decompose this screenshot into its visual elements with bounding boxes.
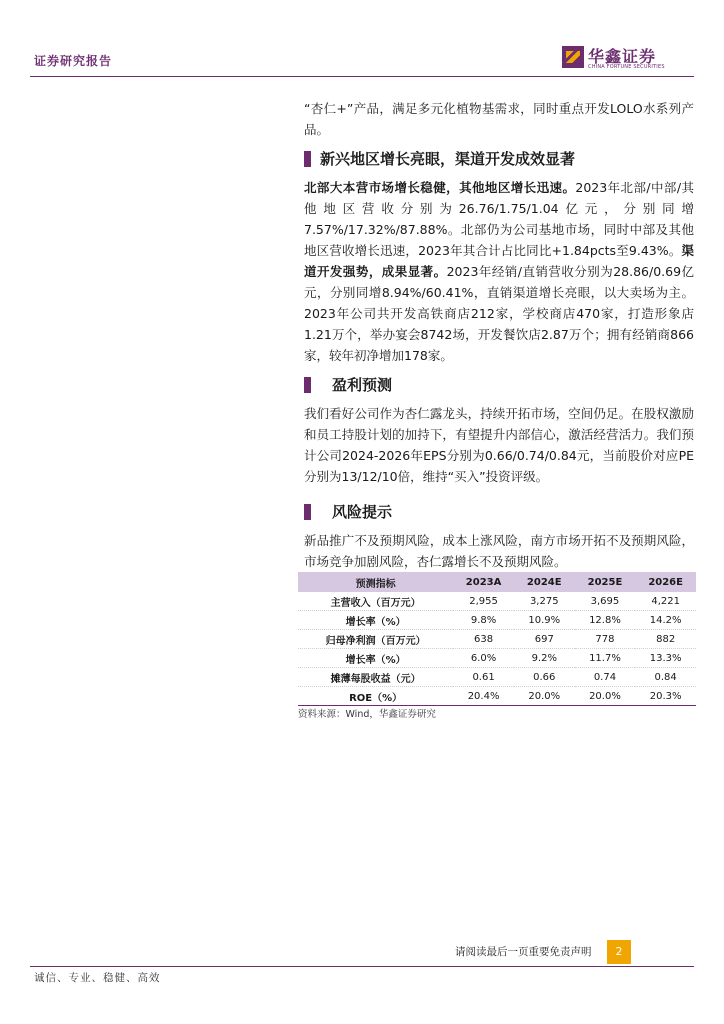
table-cell: 638 (453, 630, 514, 649)
heading-bar-icon (304, 151, 311, 167)
intro-paragraph: “杏仁+”产品，满足多元化植物基需求，同时重点开发LOLO水系列产品。 (304, 101, 694, 137)
page-number: 2 (607, 940, 631, 964)
disclaimer-note: 请阅读最后一页重要免责声明 (455, 946, 592, 958)
row-label: 增长率（%） (298, 649, 453, 668)
report-type-label: 证券研究报告 (34, 54, 113, 68)
table-cell: 0.66 (514, 668, 575, 687)
table-cell: 6.0% (453, 649, 514, 668)
row-label: 主营收入（百万元） (298, 592, 453, 611)
forecast-paragraph: 我们看好公司作为杏仁露龙头，持续开拓市场，空间仍足。在股权激励和员工持股计划的加持下，有望提升内部信心，激活经营活力。我们预计公司2024-2026年EPS分别为0.66/0.74/0.84元，当前股价对应PE分别为13/12/10倍，维持“买入”投资评级。 (304, 406, 694, 484)
column-header: 2025E (575, 572, 636, 592)
regions-text: 2023年北部/中部/其他地区营收分别为26.76/1.75/1.04亿元，分别同增7.57%/17.32%/87.88%。北部仍为公司基地市场，同时中部及其他地区营收增长迅速，2023年其合计占比同比+1.84pcts至9.43%。 (304, 180, 694, 258)
heading-bar-icon (304, 377, 311, 393)
table-cell: 3,275 (514, 592, 575, 611)
company-motto: 诚信、专业、稳健、高效 (34, 972, 161, 984)
table-cell: 13.3% (635, 649, 696, 668)
table-cell: 0.84 (635, 668, 696, 687)
footer-divider (30, 966, 694, 967)
table-cell: 20.3% (635, 687, 696, 706)
logo-name-cn: 华鑫证券 (588, 47, 657, 66)
header-divider (30, 76, 694, 77)
table-row (298, 649, 696, 668)
column-header: 2024E (514, 572, 575, 592)
table-row (298, 687, 696, 706)
table-row (298, 630, 696, 649)
row-label: ROE（%） (298, 687, 453, 706)
regions-paragraph (304, 177, 694, 366)
heading-bar-icon (304, 504, 311, 520)
table-cell: 4,221 (635, 592, 696, 611)
row-label: 归母净利润（百万元） (298, 630, 453, 649)
table-row (298, 592, 696, 611)
table-row (298, 611, 696, 630)
company-logo (562, 44, 665, 72)
column-header: 2023A (453, 572, 514, 592)
table-cell: 0.74 (575, 668, 636, 687)
table-cell: 20.0% (575, 687, 636, 706)
section-heading-forecast (304, 374, 694, 396)
section-title: 风险提示 (332, 503, 393, 521)
table-cell: 20.4% (453, 687, 514, 706)
row-label: 摊薄每股收益（元） (298, 668, 453, 687)
channel-lead-sentence: 渠道开发强势，成果显著。 (304, 243, 694, 279)
risk-paragraph: 新品推广不及预期风险，成本上涨风险，南方市场开拓不及预期风险，市场竞争加剧风险，杏仁露增长不及预期风险。 (304, 533, 694, 569)
column-header: 预测指标 (298, 572, 453, 592)
section-title: 新兴地区增长亮眼，渠道开发成效显著 (320, 150, 576, 168)
channel-text: 2023年经销/直销营收分别为28.86/0.69亿元，分别同增8.94%/60.41%，直销渠道增长亮眼，以大卖场为主。2023年公司共开发高铁商店212家，学校商店470家，打造形象店1.21万个，举办宴会8742场，开发餐饮店2.87万个；拥有经销商866家，较年初净增加178家。 (304, 264, 694, 363)
table-cell: 9.2% (514, 649, 575, 668)
logo-name-en: CHINA FORTUNE SECURITIES (588, 64, 665, 70)
table-source-note: 资料来源：Wind，华鑫证券研究 (298, 709, 436, 720)
table-cell: 2,955 (453, 592, 514, 611)
table-cell: 11.7% (575, 649, 636, 668)
column-header: 2026E (635, 572, 696, 592)
table-cell: 20.0% (514, 687, 575, 706)
forecast-table (298, 572, 696, 706)
table-cell: 3,695 (575, 592, 636, 611)
table-cell: 14.2% (635, 611, 696, 630)
table-cell: 9.8% (453, 611, 514, 630)
section-title: 盈利预测 (332, 376, 393, 394)
lead-sentence: 北部大本营市场增长稳健，其他地区增长迅速。 (304, 180, 576, 195)
section-heading-regions (304, 148, 694, 170)
main-content (304, 98, 694, 572)
table-cell: 697 (514, 630, 575, 649)
table-cell: 0.61 (453, 668, 514, 687)
row-label: 增长率（%） (298, 611, 453, 630)
table-row (298, 668, 696, 687)
table-header-row (298, 572, 696, 592)
table-cell: 10.9% (514, 611, 575, 630)
logo-mark-icon (562, 46, 584, 68)
section-heading-risk (304, 501, 694, 523)
table-cell: 882 (635, 630, 696, 649)
table-cell: 778 (575, 630, 636, 649)
table-cell: 12.8% (575, 611, 636, 630)
